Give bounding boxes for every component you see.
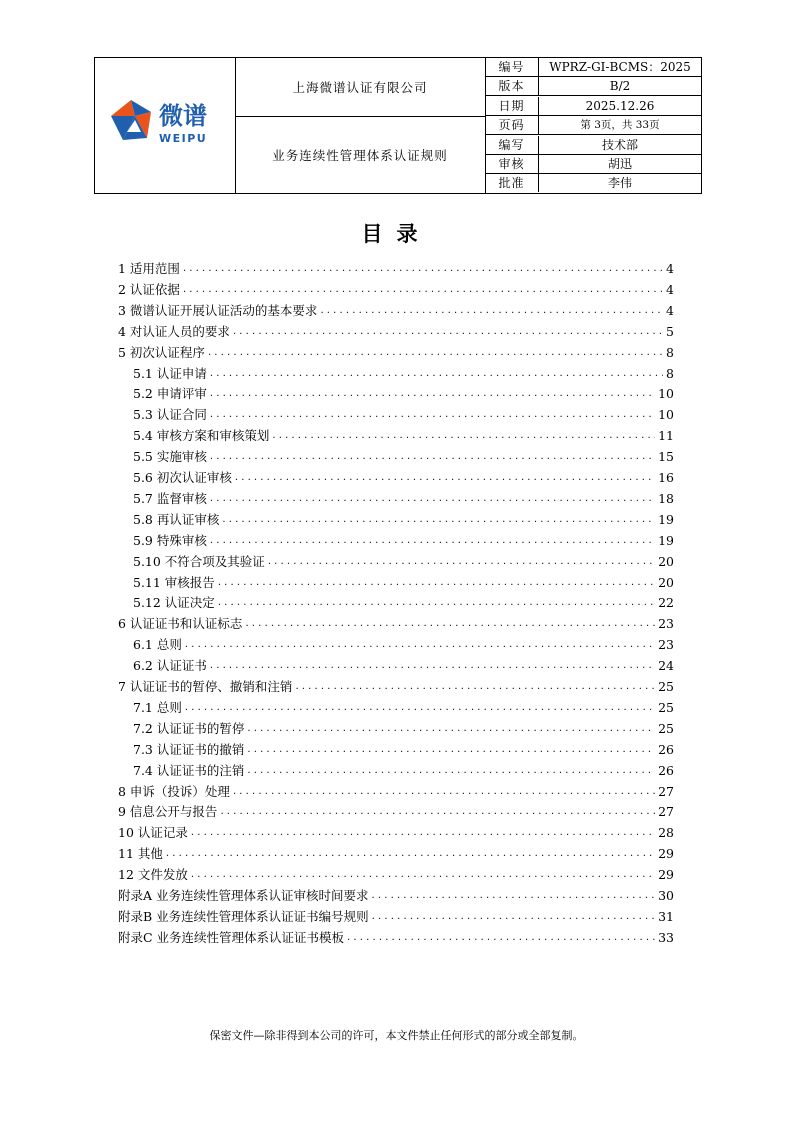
- meta-row: [485, 77, 701, 96]
- meta-key: 编号: [485, 58, 539, 76]
- toc-entry-page: 22: [658, 595, 674, 611]
- toc-leader-dots: [210, 489, 655, 507]
- weipu-logo: [109, 98, 221, 150]
- toc-entry[interactable]: [118, 277, 674, 298]
- toc-entry-page: 28: [658, 825, 674, 841]
- toc-entry-page: 16: [658, 470, 674, 485]
- company-name: 上海微谱认证有限公司: [235, 58, 486, 117]
- toc-leader-dots: [210, 405, 655, 423]
- toc-leader-dots: [245, 614, 655, 632]
- toc-leader-dots: [222, 510, 655, 528]
- toc-leader-dots: [210, 364, 663, 382]
- toc-entry-label: 附录C 业务连续性管理体系认证证书模板: [118, 929, 345, 945]
- toc-leader-dots: [372, 907, 655, 925]
- toc-entry[interactable]: [118, 820, 674, 841]
- toc-entry[interactable]: [133, 758, 674, 779]
- toc-entry-page: 4: [666, 281, 674, 297]
- toc-entry-page: 24: [658, 658, 674, 674]
- toc-entry-label: 5.3 认证合同: [133, 407, 207, 423]
- toc-leader-dots: [185, 635, 655, 653]
- toc-entry[interactable]: [133, 381, 674, 402]
- toc-entry[interactable]: [133, 402, 674, 423]
- meta-value: 技术部: [601, 137, 638, 152]
- toc-entry-label: 5.6 初次认证审核: [133, 470, 232, 485]
- toc-entry-page: 5: [666, 323, 674, 339]
- toc-entry-label: 5 初次认证程序: [118, 344, 205, 360]
- toc-entry-page: 11: [658, 428, 674, 444]
- toc-entry-page: 26: [658, 762, 674, 778]
- toc-entry-label: 4 对认证人员的要求: [118, 323, 230, 339]
- toc-entry-page: 25: [658, 699, 674, 715]
- toc-entry-label: 5.11 审核报告: [133, 574, 215, 590]
- toc-entry-page: 26: [658, 741, 674, 757]
- meta-key: 编写: [485, 136, 539, 154]
- toc-entry-page: 31: [658, 908, 674, 924]
- meta-row: [485, 116, 701, 135]
- meta-row: [485, 58, 701, 77]
- logo-en-text: WEIPU: [159, 132, 208, 145]
- toc-leader-dots: [191, 823, 655, 841]
- toc-entry[interactable]: [118, 319, 674, 340]
- toc-entry-label: 7.1 总则: [133, 699, 182, 715]
- toc-entry-page: 29: [658, 846, 674, 862]
- toc-entry[interactable]: [118, 904, 674, 925]
- toc-entry-label: 5.2 申请评审: [133, 386, 207, 402]
- toc-leader-dots: [183, 259, 663, 277]
- toc-entry-page: 20: [658, 553, 674, 569]
- document-title: 业务连续性管理体系认证规则: [235, 116, 486, 193]
- toc-leader-dots: [220, 802, 655, 820]
- toc-entry-label: 12 文件发放: [118, 867, 188, 883]
- logo-cn-text: 微谱: [159, 102, 207, 130]
- toc-entry[interactable]: [118, 841, 674, 862]
- meta-value: 李伟: [607, 176, 632, 191]
- toc-entry-label: 5.12 认证决定: [133, 595, 215, 611]
- toc-entry[interactable]: [133, 444, 674, 465]
- meta-key: 日期: [485, 97, 539, 115]
- toc-entry[interactable]: [118, 298, 674, 319]
- toc-entry-label: 8 申诉（投诉）处理: [118, 783, 230, 799]
- toc-entry-label: 附录B 业务连续性管理体系认证证书编号规则: [118, 908, 369, 924]
- toc-entry-page: 23: [658, 637, 674, 653]
- toc-leader-dots: [347, 928, 655, 946]
- toc-entry[interactable]: [118, 256, 674, 277]
- meta-value: WPRZ-GI-BCMS：2025: [549, 60, 691, 74]
- toc-entry[interactable]: [133, 423, 674, 444]
- toc-entry-page: 25: [658, 720, 674, 736]
- toc-entry-label: 11 其他: [118, 846, 163, 862]
- toc-leader-dots: [208, 343, 663, 361]
- meta-row: [485, 136, 701, 155]
- toc-entry-page: 33: [658, 929, 674, 945]
- toc-leader-dots: [218, 573, 655, 591]
- toc-leader-dots: [233, 782, 655, 800]
- confidentiality-footer: 保密文件—除非得到本公司的许可，本文件禁止任何形式的部分或全部复制。: [209, 1029, 584, 1042]
- toc-entry[interactable]: [118, 779, 674, 800]
- toc-entry-page: 30: [658, 888, 674, 903]
- toc-entry-page: 4: [666, 302, 674, 318]
- toc-leader-dots: [210, 531, 655, 549]
- toc-entry-page: 8: [666, 365, 674, 381]
- toc-entry-label: 5.8 再认证审核: [133, 511, 220, 527]
- toc-entry[interactable]: [133, 716, 674, 737]
- toc-entry[interactable]: [133, 632, 674, 653]
- toc-entry[interactable]: [133, 507, 674, 528]
- toc-leader-dots: [210, 384, 655, 402]
- toc-leader-dots: [320, 301, 663, 319]
- toc-entry-page: 8: [666, 344, 674, 360]
- toc-entry[interactable]: [133, 653, 674, 674]
- toc-entry[interactable]: [133, 737, 674, 758]
- toc-leader-dots: [191, 865, 655, 883]
- toc-entry[interactable]: [133, 695, 674, 716]
- toc-leader-dots: [247, 761, 655, 779]
- toc-entry-label: 5.1 认证申请: [133, 365, 207, 381]
- toc-entry[interactable]: [118, 799, 674, 820]
- toc-entry-label: 6 认证证书和认证标志: [118, 616, 243, 632]
- meta-key: 批准: [485, 174, 539, 192]
- page-title: 目录: [361, 222, 432, 246]
- meta-value: 2025.12.26: [585, 98, 655, 113]
- toc-entry[interactable]: [118, 674, 674, 695]
- toc-entry[interactable]: [133, 528, 674, 549]
- toc-entry-label: 5.7 监督审核: [133, 490, 207, 506]
- toc-leader-dots: [247, 740, 655, 758]
- toc-entry-page: 10: [658, 386, 674, 402]
- toc-entry[interactable]: [133, 465, 674, 486]
- toc-entry-label: 6.2 认证证书: [133, 658, 207, 674]
- toc-leader-dots: [183, 280, 663, 298]
- toc-leader-dots: [372, 886, 656, 904]
- toc-entry[interactable]: [133, 549, 674, 570]
- toc-entry[interactable]: [133, 590, 674, 611]
- meta-row: [485, 97, 701, 116]
- toc-entry[interactable]: [118, 340, 674, 361]
- toc-leader-dots: [272, 426, 655, 444]
- toc-entry-label: 5.9 特殊审核: [133, 532, 207, 548]
- toc-entry[interactable]: [133, 486, 674, 507]
- toc-entry-label: 2 认证依据: [118, 281, 180, 297]
- toc-entry-label: 附录A 业务连续性管理体系认证审核时间要求: [118, 888, 369, 903]
- toc-entry-label: 3 微谱认证开展认证活动的基本要求: [118, 302, 318, 318]
- meta-value: B/2: [609, 79, 631, 94]
- toc-leader-dots: [166, 844, 655, 862]
- toc-leader-dots: [210, 447, 655, 465]
- toc-entry-page: 20: [658, 574, 674, 590]
- toc-leader-dots: [295, 677, 655, 695]
- toc-entry[interactable]: [118, 925, 674, 946]
- toc-entry-label: 5.4 审核方案和审核策划: [133, 428, 270, 444]
- toc-entry-label: 10 认证记录: [118, 825, 188, 841]
- toc-leader-dots: [210, 656, 655, 674]
- toc-entry-page: 27: [658, 783, 674, 799]
- toc-entry-page: 27: [658, 804, 674, 820]
- toc-entry-page: 4: [666, 261, 674, 276]
- toc-entry-label: 1 适用范围: [118, 261, 180, 276]
- toc-entry[interactable]: [133, 361, 674, 382]
- logo-cell: [95, 58, 236, 193]
- toc-entry-page: 19: [658, 532, 674, 548]
- toc-entry-page: 29: [658, 867, 674, 883]
- toc-entry[interactable]: [118, 862, 674, 883]
- toc-entry-label: 7.3 认证证书的撤销: [133, 741, 245, 757]
- toc-leader-dots: [233, 322, 663, 340]
- toc-entry-label: 7.4 认证证书的注销: [133, 762, 245, 778]
- toc-entry-page: 18: [658, 490, 674, 506]
- meta-value: 胡迅: [607, 157, 632, 171]
- toc-entry-page: 25: [658, 679, 674, 694]
- toc-entry-page: 15: [658, 449, 674, 465]
- toc-leader-dots: [268, 552, 655, 570]
- meta-key: 版本: [485, 77, 539, 95]
- toc-entry[interactable]: [118, 611, 674, 632]
- toc-leader-dots: [218, 593, 655, 611]
- toc-leader-dots: [235, 468, 655, 486]
- toc-entry[interactable]: [133, 570, 674, 591]
- toc-entry[interactable]: [118, 883, 674, 904]
- toc-entry-label: 7 认证证书的暂停、撤销和注销: [118, 679, 293, 694]
- toc-entry-page: 23: [658, 616, 674, 632]
- document-header: [94, 57, 702, 194]
- toc-entry-label: 9 信息公开与报告: [118, 804, 218, 820]
- toc-entry-page: 19: [658, 511, 674, 527]
- toc-leader-dots: [247, 719, 655, 737]
- meta-row: [485, 174, 701, 193]
- toc-leader-dots: [185, 698, 655, 716]
- meta-value: 第 3页，共 33页: [580, 119, 660, 132]
- toc-entry-label: 5.5 实施审核: [133, 449, 207, 465]
- meta-key: 审核: [485, 155, 539, 173]
- toc-entry-label: 6.1 总则: [133, 637, 182, 653]
- toc-entry-page: 10: [658, 407, 674, 423]
- meta-key: 页码: [485, 116, 539, 134]
- toc-entry-label: 7.2 认证证书的暂停: [133, 720, 245, 736]
- toc-entry-label: 5.10 不符合项及其验证: [133, 553, 265, 569]
- meta-row: [485, 155, 701, 174]
